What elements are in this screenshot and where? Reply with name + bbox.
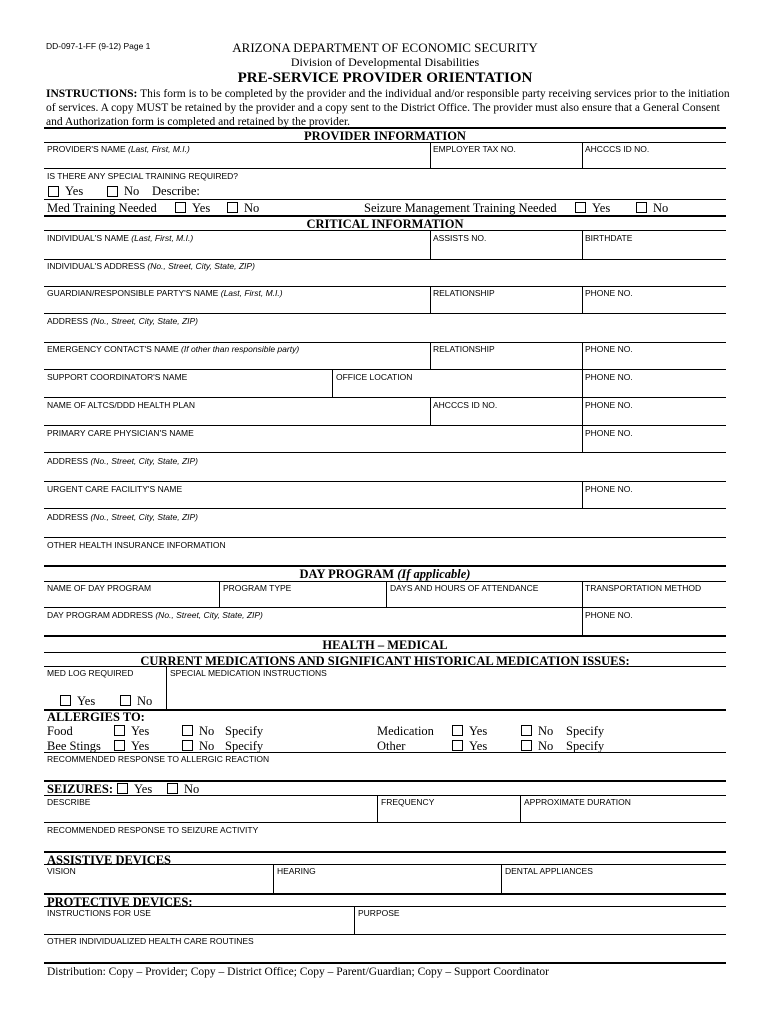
field-seizure-duration[interactable]: APPROXIMATE DURATION [524, 797, 631, 807]
field-health-plan-phone[interactable]: PHONE NO. [585, 400, 633, 410]
field-health-plan-ahcccs[interactable]: AHCCCS ID NO. [433, 400, 498, 410]
seizures-no-checkbox[interactable] [167, 783, 178, 794]
field-coordinator-phone[interactable]: PHONE NO. [585, 372, 633, 382]
form-code: DD-097-1-FF (9-12) Page 1 [46, 41, 151, 51]
field-dental-appliances[interactable]: DENTAL APPLIANCES [505, 866, 593, 876]
field-instructions-for-use[interactable]: INSTRUCTIONS FOR USE [47, 908, 151, 918]
allergy-other-yes-checkbox[interactable] [452, 740, 463, 751]
field-physician-address[interactable]: ADDRESS (No., Street, City, State, ZIP) [47, 456, 199, 466]
field-other-health-routines[interactable]: OTHER INDIVIDUALIZED HEALTH CARE ROUTINES [47, 936, 254, 946]
med-training-label: Med Training Needed [47, 201, 157, 215]
med-log-no-checkbox[interactable] [120, 695, 131, 706]
field-employer-tax-no[interactable]: EMPLOYER TAX NO. [433, 144, 516, 154]
field-day-program-address[interactable]: DAY PROGRAM ADDRESS (No., Street, City, State, ZIP) [47, 610, 263, 620]
allergy-food-yes-label: Yes [131, 724, 150, 738]
field-seizure-frequency[interactable]: FREQUENCY [381, 797, 435, 807]
med-log-yes-checkbox[interactable] [60, 695, 71, 706]
section-current-medications: CURRENT MEDICATIONS AND SIGNIFICANT HISTORICAL MEDICATION ISSUES: [140, 654, 630, 668]
instructions-line-3: and Authorization form is completed and retained by the provider. [46, 116, 351, 128]
allergy-food-specify-label: Specify [225, 724, 264, 738]
special-training-question: IS THERE ANY SPECIAL TRAINING REQUIRED? [47, 171, 238, 181]
med-training-yes-checkbox[interactable] [175, 202, 186, 213]
allergy-other-no-checkbox[interactable] [521, 740, 532, 751]
instructions-label: INSTRUCTIONS: [46, 88, 138, 100]
field-guardian-relationship[interactable]: RELATIONSHIP [433, 288, 495, 298]
seizure-training-yes-checkbox[interactable] [575, 202, 586, 213]
field-urgent-care[interactable]: URGENT CARE FACILITY'S NAME [47, 484, 183, 494]
allergy-other-specify-label: Specify [566, 739, 605, 753]
allergy-bee-no-label: No [199, 739, 215, 753]
med-log-no-label: No [137, 694, 153, 708]
field-seizure-describe[interactable]: DESCRIBE [47, 797, 91, 807]
seizures-heading: SEIZURES: [47, 782, 113, 796]
field-assists-no[interactable]: ASSISTS NO. [433, 233, 487, 243]
section-health-medical: HEALTH – MEDICAL [322, 638, 448, 652]
field-provider-name[interactable]: PROVIDER'S NAME (Last, First, M.I.) [47, 144, 190, 154]
field-other-insurance[interactable]: OTHER HEALTH INSURANCE INFORMATION [47, 540, 226, 550]
allergy-medication-yes-checkbox[interactable] [452, 725, 463, 736]
field-guardian-name[interactable]: GUARDIAN/RESPONSIBLE PARTY'S NAME (Last, First, M.I.) [47, 288, 283, 298]
special-training-no-label: No [124, 184, 140, 198]
allergy-bee-stings-label: Bee Stings [47, 739, 101, 753]
allergy-food-label: Food [47, 724, 73, 738]
field-allergic-response[interactable]: RECOMMENDED RESPONSE TO ALLERGIC REACTION [47, 754, 270, 764]
seizure-training-yes-label: Yes [592, 201, 611, 215]
field-guardian-phone[interactable]: PHONE NO. [585, 288, 633, 298]
field-support-coordinator[interactable]: SUPPORT COORDINATOR'S NAME [47, 372, 188, 382]
field-emergency-relationship[interactable]: RELATIONSHIP [433, 344, 495, 354]
field-program-type[interactable]: PROGRAM TYPE [223, 583, 292, 593]
field-health-plan[interactable]: NAME OF ALTCS/DDD HEALTH PLAN [47, 400, 195, 410]
field-days-hours[interactable]: DAYS AND HOURS OF ATTENDANCE [390, 583, 539, 593]
field-vision[interactable]: VISION [47, 866, 76, 876]
allergy-bee-specify-label: Specify [225, 739, 264, 753]
allergy-other-label: Other [377, 739, 406, 753]
field-guardian-address[interactable]: ADDRESS (No., Street, City, State, ZIP) [47, 316, 199, 326]
allergy-medication-no-checkbox[interactable] [521, 725, 532, 736]
field-office-location[interactable]: OFFICE LOCATION [336, 372, 413, 382]
division-name: Division of Developmental Disabilities [290, 55, 480, 69]
allergy-medication-no-label: No [538, 724, 554, 738]
seizures-yes-label: Yes [134, 782, 153, 796]
distribution-note: Distribution: Copy – Provider; Copy – District Office; Copy – Parent/Guardian; Copy – Support Coordinator [47, 966, 549, 978]
allergy-food-no-label: No [199, 724, 215, 738]
field-emergency-phone[interactable]: PHONE NO. [585, 344, 633, 354]
field-hearing[interactable]: HEARING [277, 866, 316, 876]
med-training-no-label: No [244, 201, 260, 215]
field-emergency-contact[interactable]: EMERGENCY CONTACT'S NAME (If other than responsible party) [47, 344, 300, 354]
protective-devices-heading: PROTECTIVE DEVICES: [47, 895, 193, 909]
seizure-training-label: Seizure Management Training Needed [364, 201, 557, 215]
field-individual-address[interactable]: INDIVIDUAL'S ADDRESS (No., Street, City, State, ZIP) [47, 261, 255, 271]
seizures-no-label: No [184, 782, 200, 796]
allergy-food-no-checkbox[interactable] [182, 725, 193, 736]
field-provider-ahcccs-id[interactable]: AHCCCS ID NO. [585, 144, 650, 154]
agency-name: ARIZONA DEPARTMENT OF ECONOMIC SECURITY [232, 40, 538, 55]
seizure-training-no-checkbox[interactable] [636, 202, 647, 213]
field-special-medication-instructions[interactable]: SPECIAL MEDICATION INSTRUCTIONS [170, 668, 327, 678]
special-training-no-checkbox[interactable] [107, 186, 118, 197]
field-seizure-response[interactable]: RECOMMENDED RESPONSE TO SEIZURE ACTIVITY [47, 825, 259, 835]
special-training-yes-label: Yes [65, 184, 84, 198]
allergy-medication-label: Medication [377, 724, 434, 738]
field-urgent-care-phone[interactable]: PHONE NO. [585, 484, 633, 494]
field-day-program-phone[interactable]: PHONE NO. [585, 610, 633, 620]
med-log-yes-label: Yes [77, 694, 96, 708]
instructions-line-2: of services. A copy MUST be retained by the provider and a copy sent to the District Office. The provider must also ensure that a General Consent [46, 102, 720, 114]
seizure-training-no-label: No [653, 201, 669, 215]
page-title: PRE-SERVICE PROVIDER ORIENTATION [237, 70, 533, 86]
field-birthdate[interactable]: BIRTHDATE [585, 233, 633, 243]
instructions-line-1: This form is to be completed by the provider and the individual and/or responsible party receiving services prior to the initiation [140, 88, 730, 100]
med-training-yes-label: Yes [192, 201, 211, 215]
field-individual-name[interactable]: INDIVIDUAL'S NAME (Last, First, M.I.) [47, 233, 194, 243]
med-log-required-label: MED LOG REQUIRED [47, 668, 134, 678]
instructions [46, 87, 730, 129]
section-provider-information: PROVIDER INFORMATION [304, 129, 466, 143]
section-day-program: DAY PROGRAM (If applicable) [299, 567, 471, 581]
field-urgent-care-address[interactable]: ADDRESS (No., Street, City, State, ZIP) [47, 512, 199, 522]
allergy-bee-yes-label: Yes [131, 739, 150, 753]
field-day-program-name[interactable]: NAME OF DAY PROGRAM [47, 583, 152, 593]
field-physician-phone[interactable]: PHONE NO. [585, 428, 633, 438]
allergy-medication-specify-label: Specify [566, 724, 605, 738]
allergy-bee-yes-checkbox[interactable] [114, 740, 125, 751]
allergies-heading: ALLERGIES TO: [47, 710, 145, 724]
allergy-other-yes-label: Yes [469, 739, 488, 753]
allergy-food-yes-checkbox[interactable] [114, 725, 125, 736]
allergy-medication-yes-label: Yes [469, 724, 488, 738]
assistive-devices-heading: ASSISTIVE DEVICES [47, 853, 172, 867]
special-training-yes-checkbox[interactable] [48, 186, 59, 197]
allergy-other-no-label: No [538, 739, 554, 753]
field-purpose[interactable]: PURPOSE [358, 908, 400, 918]
special-training-describe-label: Describe: [152, 184, 200, 198]
med-training-no-checkbox[interactable] [227, 202, 238, 213]
field-primary-care-physician[interactable]: PRIMARY CARE PHYSICIAN'S NAME [47, 428, 194, 438]
seizures-yes-checkbox[interactable] [117, 783, 128, 794]
allergy-bee-no-checkbox[interactable] [182, 740, 193, 751]
section-critical-information: CRITICAL INFORMATION [306, 217, 464, 231]
field-transportation[interactable]: TRANSPORTATION METHOD [585, 583, 702, 593]
